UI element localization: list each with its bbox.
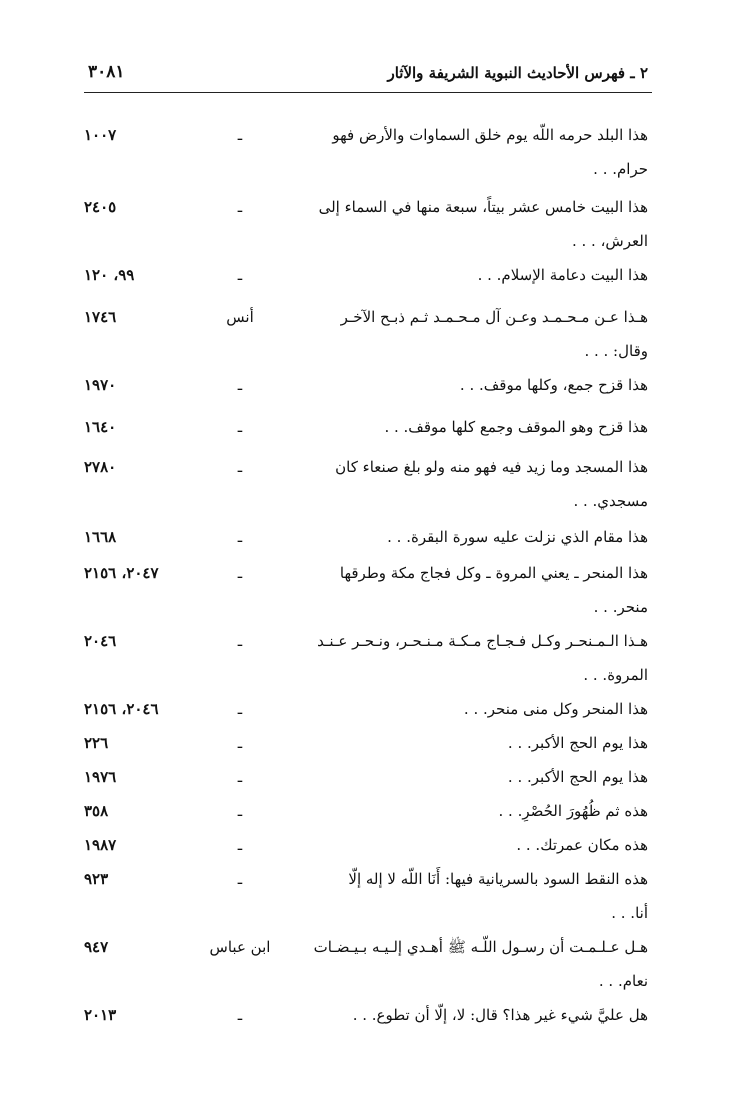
entry-hadith-numbers: ١٦٦٨: [84, 528, 117, 546]
entry-text: [318, 998, 648, 1032]
entry-text: [318, 190, 648, 258]
entry-text-line: هذه النقط السود بالسريانية فيها: أَنَا اللّه لا إله إلّا: [348, 870, 648, 888]
entry-narrator: ـ: [237, 700, 243, 718]
entry-text: [318, 794, 648, 828]
entry-text-line: هذا قزح وهو الموقف وجمع كلها موقف. . .: [384, 418, 648, 436]
entry-hadith-numbers: ٩٤٧: [84, 938, 109, 956]
entry-text-line: هذا البلد حرمه اللّه يوم خلق السماوات والأرض فهو: [332, 126, 648, 144]
entry-text-line: المروة. . .: [583, 666, 648, 684]
entry-text: [318, 692, 648, 726]
header-title: ٢ ـ فهرس الأحاديث النبوية الشريفة والآثار: [387, 64, 648, 82]
entry-text: [318, 410, 648, 444]
entry-hadith-numbers: ٢٠١٣: [84, 1006, 117, 1024]
entry-hadith-numbers: ٣٥٨: [84, 802, 109, 820]
entry-hadith-numbers: ٢٤٠٥: [84, 198, 117, 216]
entry-text-line: هذا قزح جمع، وكلها موقف. . .: [459, 376, 648, 394]
entry-hadith-numbers: ٢٢٦: [84, 734, 109, 752]
entry-hadith-numbers: ١٠٠٧: [84, 126, 117, 144]
entry-narrator: ـ: [237, 768, 243, 786]
entry-text-line: مسجدي. . .: [573, 492, 648, 510]
entry-text-line: هـذا عـن مـحـمـد وعـن آل مـحـمـد ثـم ذبـح الآخـر: [340, 308, 648, 326]
entry-hadith-numbers: ١٩٨٧: [84, 836, 117, 854]
entry-text-line: هـل عـلـمـت أن رسـول اللّـه ﷺ أهـدي إلـيـه بـيـضـات: [313, 938, 648, 956]
entry-text: [318, 520, 648, 554]
entry-hadith-numbers: ١٩٧٦: [84, 768, 117, 786]
entry-text-line: هذا يوم الحج الأكبر. . .: [507, 768, 648, 786]
entry-hadith-numbers: ٩٢٣: [84, 870, 109, 888]
entry-hadith-numbers: ٢٠٤٧، ٢١٥٦: [84, 564, 159, 582]
entry-narrator: ابن عباس: [209, 938, 271, 956]
entry-text-line: هذا البيت دعامة الإسلام. . .: [477, 266, 648, 284]
entry-narrator: ـ: [237, 632, 243, 650]
entry-narrator: ـ: [237, 1006, 243, 1024]
entry-text-line: وقال: . . .: [584, 342, 648, 360]
entry-text-line: منحر. . .: [593, 598, 648, 616]
entry-text-line: هذا المنحر وكل منى منحر. . .: [463, 700, 648, 718]
entry-narrator: ـ: [237, 528, 243, 546]
entry-text: [318, 862, 648, 930]
entry-text: [318, 258, 648, 292]
entry-narrator: ـ: [237, 418, 243, 436]
entry-text-line: حرام. . .: [593, 160, 648, 178]
entry-text-line: هذه ثم ظُهُورَ الحُصْرِ. . .: [498, 802, 648, 820]
entry-text: [318, 760, 648, 794]
entry-text-line: العرش، . . .: [571, 232, 648, 250]
entry-narrator: ـ: [237, 266, 243, 284]
entry-hadith-numbers: ٢٠٤٦: [84, 632, 117, 650]
entry-narrator: ـ: [237, 198, 243, 216]
entry-text: [318, 726, 648, 760]
entry-narrator: ـ: [237, 836, 243, 854]
entry-text-line: هـذا الـمـنحـر وكـل فـجـاج مـكـة مـنـحـر، ونـحـر عـنـد: [317, 632, 648, 650]
entry-narrator: ـ: [237, 126, 243, 144]
entry-narrator: ـ: [237, 564, 243, 582]
entry-text: [318, 556, 648, 624]
entry-narrator: ـ: [237, 870, 243, 888]
entry-text-line: أنا. . .: [611, 904, 648, 922]
entry-hadith-numbers: ١٩٧٠: [84, 376, 117, 394]
entry-narrator: ـ: [237, 802, 243, 820]
entry-text: [318, 828, 648, 862]
entry-narrator: ـ: [237, 376, 243, 394]
entry-hadith-numbers: ١٧٤٦: [84, 308, 117, 326]
page-number: ٣٠٨١: [88, 62, 125, 82]
entry-text-line: هذا البيت خامس عشر بيتاً، سبعة منها في السماء إلى: [318, 198, 648, 216]
entry-text: [318, 450, 648, 518]
entry-text-line: نعام. . .: [598, 972, 648, 990]
entry-hadith-numbers: ٩٩، ١٢٠: [84, 266, 135, 284]
entry-text: [318, 300, 648, 368]
entry-narrator: ـ: [237, 734, 243, 752]
entry-text: [318, 624, 648, 692]
entry-narrator: أنس: [226, 308, 254, 326]
entry-text-line: هذه مكان عمرتك. . .: [516, 836, 648, 854]
entry-hadith-numbers: ٢٠٤٦، ٢١٥٦: [84, 700, 159, 718]
entry-text-line: هذا مقام الذي نزلت عليه سورة البقرة. . .: [387, 528, 648, 546]
entry-text: [318, 368, 648, 402]
entry-text-line: هذا يوم الحج الأكبر. . .: [507, 734, 648, 752]
entry-text-line: هذا المسجد وما زيد فيه فهو منه ولو بلغ صنعاء كان: [335, 458, 648, 476]
entry-text: [318, 118, 648, 186]
entry-hadith-numbers: ٢٧٨٠: [84, 458, 117, 476]
entry-text-line: هذا المنحر ـ يعني المروة ـ وكل فجاج مكة وطرقها: [339, 564, 648, 582]
entry-text-line: هل عليَّ شيء غير هذا؟ قال: لا، إلّا أن تطوع. . .: [352, 1006, 648, 1024]
entry-narrator: ـ: [237, 458, 243, 476]
entry-text: [313, 930, 648, 998]
entry-hadith-numbers: ١٦٤٠: [84, 418, 117, 436]
